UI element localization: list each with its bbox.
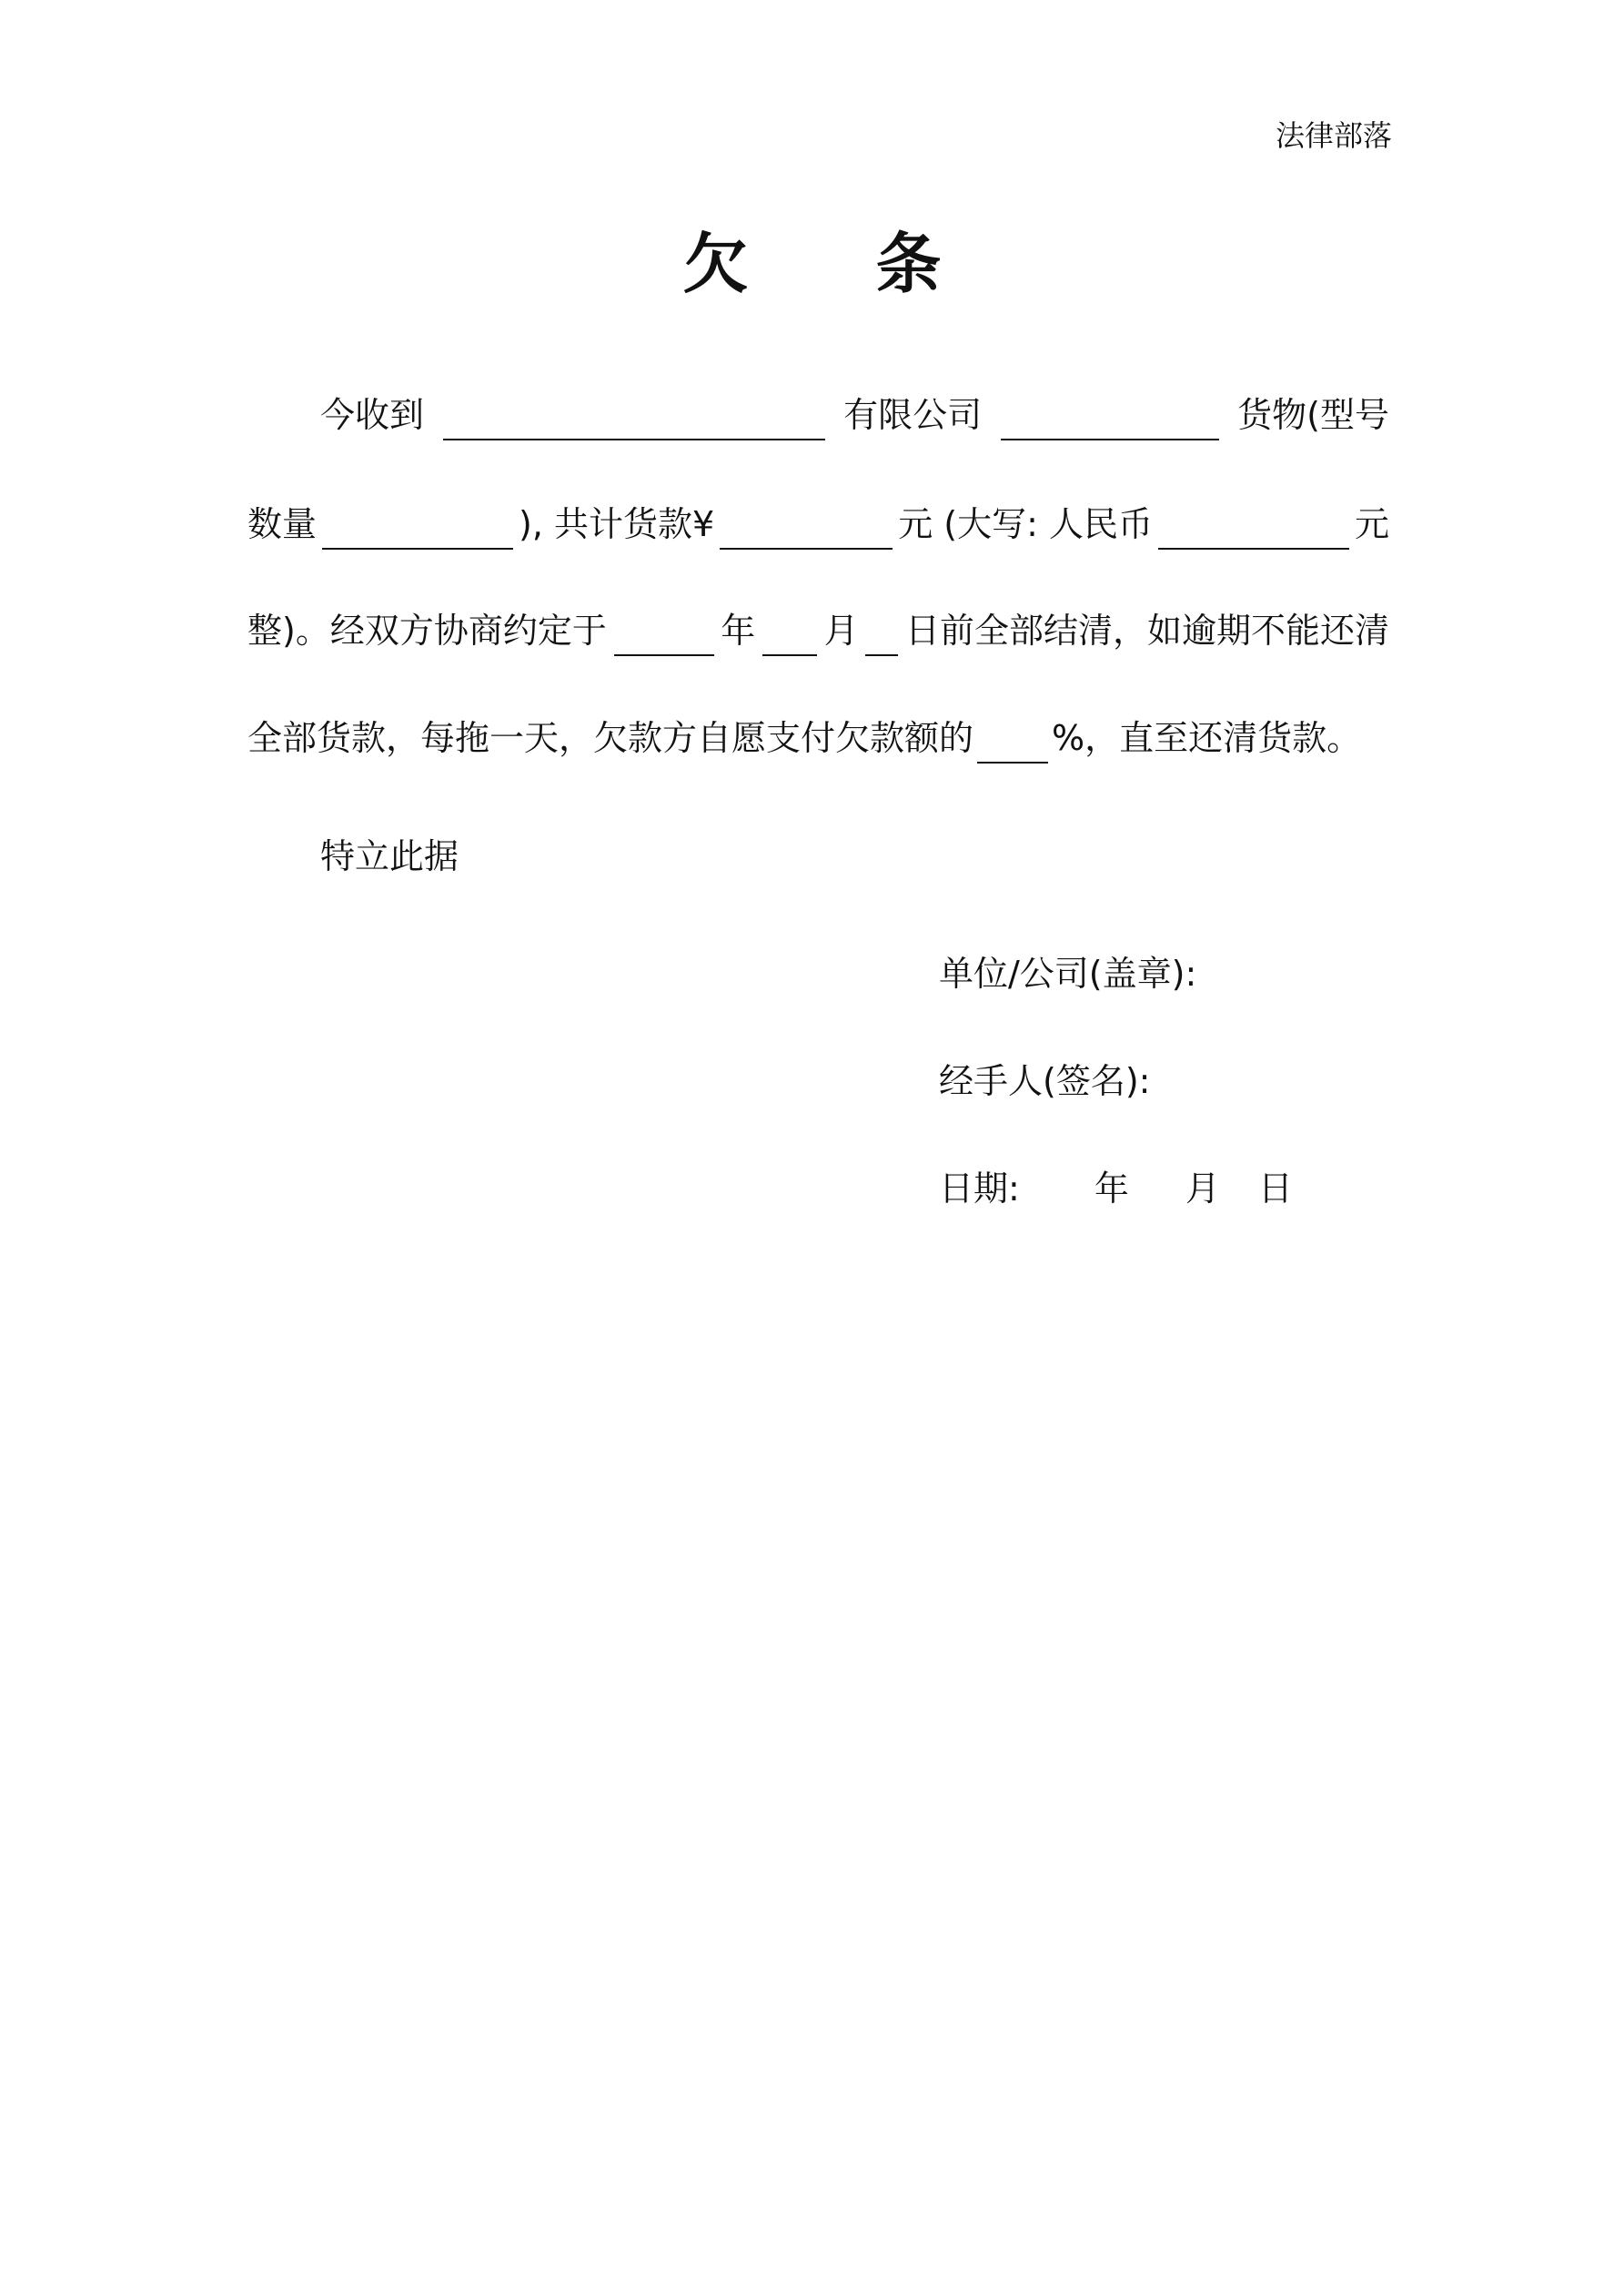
signature-date	[939, 1163, 1293, 1214]
body-line-1	[247, 389, 1389, 440]
body-line-2	[247, 499, 1389, 550]
signature-company: 单位/公司(盖章):	[939, 954, 1197, 994]
body-line-5	[247, 831, 1389, 882]
blank-company-name	[443, 399, 825, 440]
text-penalty: 全部货款，每拖一天，欠款方自愿支付欠款额的	[247, 718, 974, 758]
text-company-ltd: 有限公司	[843, 395, 983, 435]
blank-year	[614, 614, 714, 656]
blank-amount-capital	[1158, 508, 1349, 550]
page-title	[0, 218, 1624, 309]
blank-amount	[720, 508, 893, 550]
date-month: 月	[1185, 1168, 1220, 1209]
text-quantity: 数量	[247, 504, 318, 544]
text-yuan-capital: 元 (大写: 人民币	[898, 504, 1153, 544]
text-settle-deadline: 日前全部结清，如逾期不能还清	[904, 611, 1389, 651]
text-hereby: 特立此据	[320, 836, 459, 876]
blank-goods	[1001, 399, 1219, 440]
date-day: 日	[1257, 1168, 1293, 1209]
text-goods-model: 货物(型号	[1237, 395, 1389, 435]
date-year: 年	[1094, 1168, 1129, 1209]
title-char-2: 条	[875, 226, 942, 302]
body-line-3	[247, 605, 1389, 656]
blank-day	[865, 614, 898, 656]
blank-percent	[977, 722, 1048, 764]
date-label: 日期:	[939, 1168, 1020, 1209]
signature-handler: 经手人(签名):	[939, 1061, 1151, 1101]
header-note: 法律部落	[1275, 118, 1392, 153]
text-year: 年	[721, 611, 756, 651]
blank-quantity	[322, 508, 513, 550]
title-char-1: 欠	[682, 226, 749, 302]
text-received: 今收到	[320, 395, 425, 435]
text-yuan: 元	[1354, 504, 1389, 544]
text-until-paid: %，直至还清货款。	[1052, 718, 1362, 758]
body-line-4	[247, 713, 1389, 764]
text-month: 月	[823, 611, 859, 651]
text-total-payment: ), 共计货款¥	[519, 504, 715, 544]
text-agreed: 整)。经双方协商约定于	[247, 611, 607, 651]
blank-month	[762, 614, 817, 656]
